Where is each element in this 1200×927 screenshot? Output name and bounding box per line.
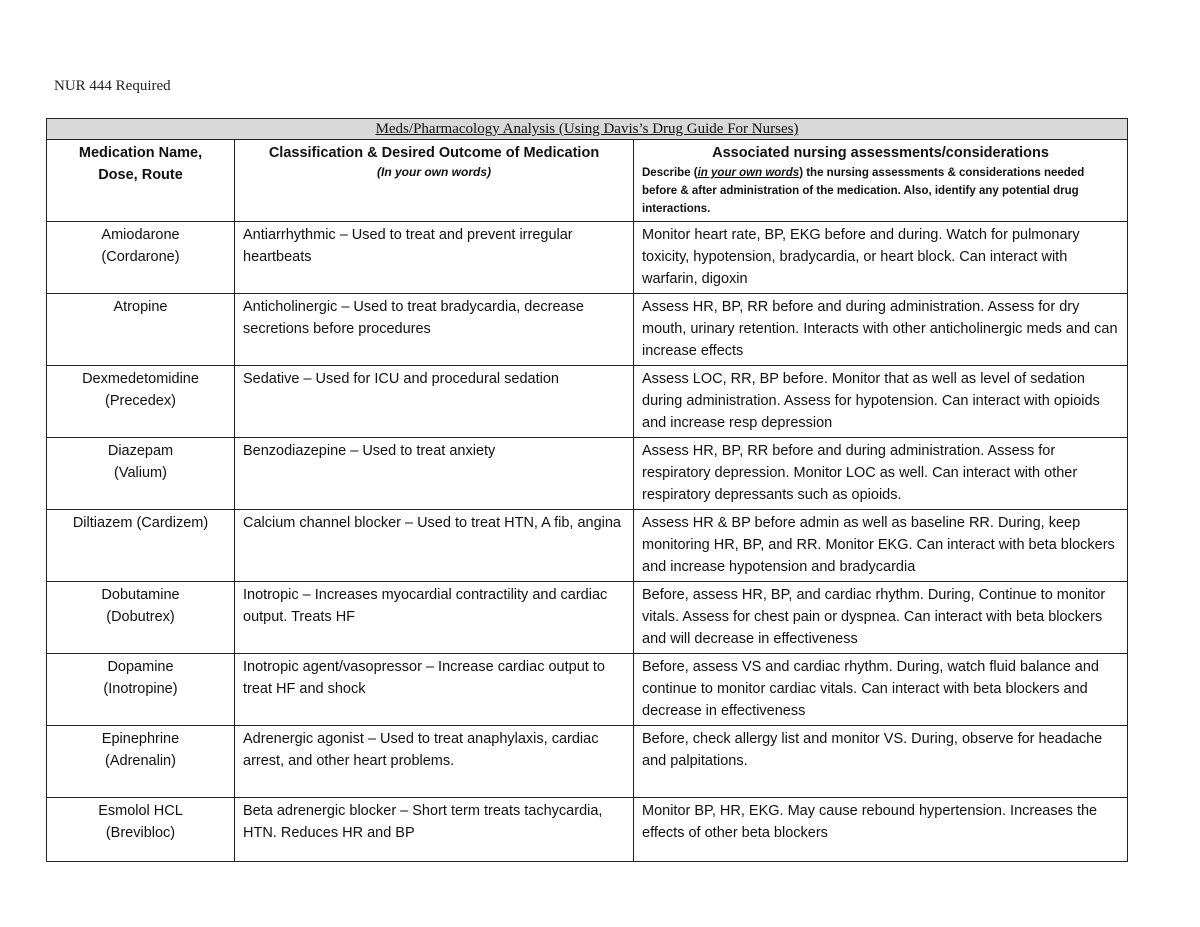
medication-name-cell	[47, 294, 235, 366]
document-header: NUR 444 Required	[54, 78, 171, 94]
header-col3-desc-pre: Describe (	[642, 167, 698, 179]
table-row	[47, 438, 1128, 510]
header-col1-line2: Dose, Route	[98, 167, 183, 183]
header-col3-desc-post: ) the nursing assessments & considerations needed before & after administration of the medication. Also, identify any potential drug interactions.	[642, 167, 1085, 215]
assessment-cell: Assess HR & BP before admin as well as baseline RR. During, keep monitoring HR, BP, and RR. Monitor EKG. Can interact with beta blockers and increase hypotension and bradycardia	[634, 510, 1128, 582]
medication-name-cell	[47, 366, 235, 438]
header-medication-name	[47, 140, 235, 222]
classification-cell: Calcium channel blocker – Used to treat HTN, A fib, angina	[235, 510, 634, 582]
table-title-text: Meds/Pharmacology Analysis (Using Davis’s Drug Guide For Nurses)	[375, 121, 799, 137]
medication-brand: (Adrenalin)	[105, 753, 176, 769]
medication-brand: (Inotropine)	[103, 681, 178, 697]
table-row	[47, 798, 1128, 862]
header-col3-desc-emph: in your own words	[697, 167, 800, 179]
medication-brand: (Valium)	[114, 465, 167, 481]
medication-brand: (Brevibloc)	[105, 825, 176, 841]
classification-cell: Inotropic – Increases myocardial contractility and cardiac output. Treats HF	[235, 582, 634, 654]
medication-name-cell	[47, 798, 235, 862]
medication-brand: (Cordarone)	[101, 249, 180, 265]
header-classification	[235, 140, 634, 222]
medication-name-cell	[47, 582, 235, 654]
table-row	[47, 726, 1128, 798]
assessment-cell: Assess HR, BP, RR before and during administration. Assess for respiratory depression. Monitor LOC as well. Can interact with other respiratory depressants such as opioids.	[634, 438, 1128, 510]
header-col2-sub: (In your own words)	[377, 165, 491, 179]
medication-name: Diltiazem (Cardizem)	[72, 515, 209, 531]
medication-name: Epinephrine	[101, 731, 180, 747]
medication-name: Dopamine	[107, 659, 174, 675]
medication-name-cell	[47, 438, 235, 510]
table-header-row	[47, 140, 1128, 222]
medication-name-cell	[47, 654, 235, 726]
medication-name: Diazepam	[107, 443, 174, 459]
medication-name: Dexmedetomidine	[82, 371, 199, 387]
header-col3-title: Associated nursing assessments/considerations	[712, 145, 1049, 161]
medication-name: Atropine	[113, 299, 168, 315]
table-row	[47, 294, 1128, 366]
classification-cell: Inotropic agent/vasopressor – Increase cardiac output to treat HF and shock	[235, 654, 634, 726]
header-col1-line1: Medication Name,	[78, 145, 203, 161]
meds-table	[46, 118, 1128, 862]
medication-brand: (Dobutrex)	[106, 609, 175, 625]
assessment-cell: Before, assess HR, BP, and cardiac rhythm. During, Continue to monitor vitals. Assess for chest pain or dyspnea. Can interact with beta blockers and will decrease in effectiveness	[634, 582, 1128, 654]
assessment-cell: Assess LOC, RR, BP before. Monitor that as well as level of sedation during administration. Assess for hypotension. Can interact with opioids and increase resp depression	[634, 366, 1128, 438]
medication-name-cell	[47, 222, 235, 294]
table-row	[47, 510, 1128, 582]
medication-brand: (Precedex)	[105, 393, 176, 409]
table-row	[47, 366, 1128, 438]
header-assessments	[634, 140, 1128, 222]
medication-name: Esmolol HCL	[98, 803, 183, 819]
table-title	[47, 119, 1128, 140]
medication-name: Amiodarone	[101, 227, 180, 243]
table-row	[47, 654, 1128, 726]
assessment-cell: Assess HR, BP, RR before and during administration. Assess for dry mouth, urinary retention. Interacts with other anticholinergic meds and can increase effects	[634, 294, 1128, 366]
classification-cell: Adrenergic agonist – Used to treat anaphylaxis, cardiac arrest, and other heart problems.	[235, 726, 634, 798]
medication-name-cell	[47, 726, 235, 798]
classification-cell: Beta adrenergic blocker – Short term treats tachycardia, HTN. Reduces HR and BP	[235, 798, 634, 862]
classification-cell: Sedative – Used for ICU and procedural sedation	[235, 366, 634, 438]
assessment-cell: Monitor heart rate, BP, EKG before and during. Watch for pulmonary toxicity, hypotension, bradycardia, or heart block. Can interact with warfarin, digoxin	[634, 222, 1128, 294]
assessment-cell: Before, check allergy list and monitor VS. During, observe for headache and palpitations.	[634, 726, 1128, 798]
assessment-cell: Before, assess VS and cardiac rhythm. During, watch fluid balance and continue to monitor cardiac vitals. Can interact with beta blockers and decrease in effectiveness	[634, 654, 1128, 726]
medication-name: Dobutamine	[101, 587, 180, 603]
header-col3-desc	[642, 164, 1119, 218]
assessment-cell: Monitor BP, HR, EKG. May cause rebound hypertension. Increases the effects of other beta blockers	[634, 798, 1128, 862]
classification-cell: Antiarrhythmic – Used to treat and prevent irregular heartbeats	[235, 222, 634, 294]
medication-name-cell	[47, 510, 235, 582]
header-col2-title: Classification & Desired Outcome of Medication	[268, 145, 600, 161]
table-row	[47, 582, 1128, 654]
table-row	[47, 222, 1128, 294]
classification-cell: Benzodiazepine – Used to treat anxiety	[235, 438, 634, 510]
classification-cell: Anticholinergic – Used to treat bradycardia, decrease secretions before procedures	[235, 294, 634, 366]
